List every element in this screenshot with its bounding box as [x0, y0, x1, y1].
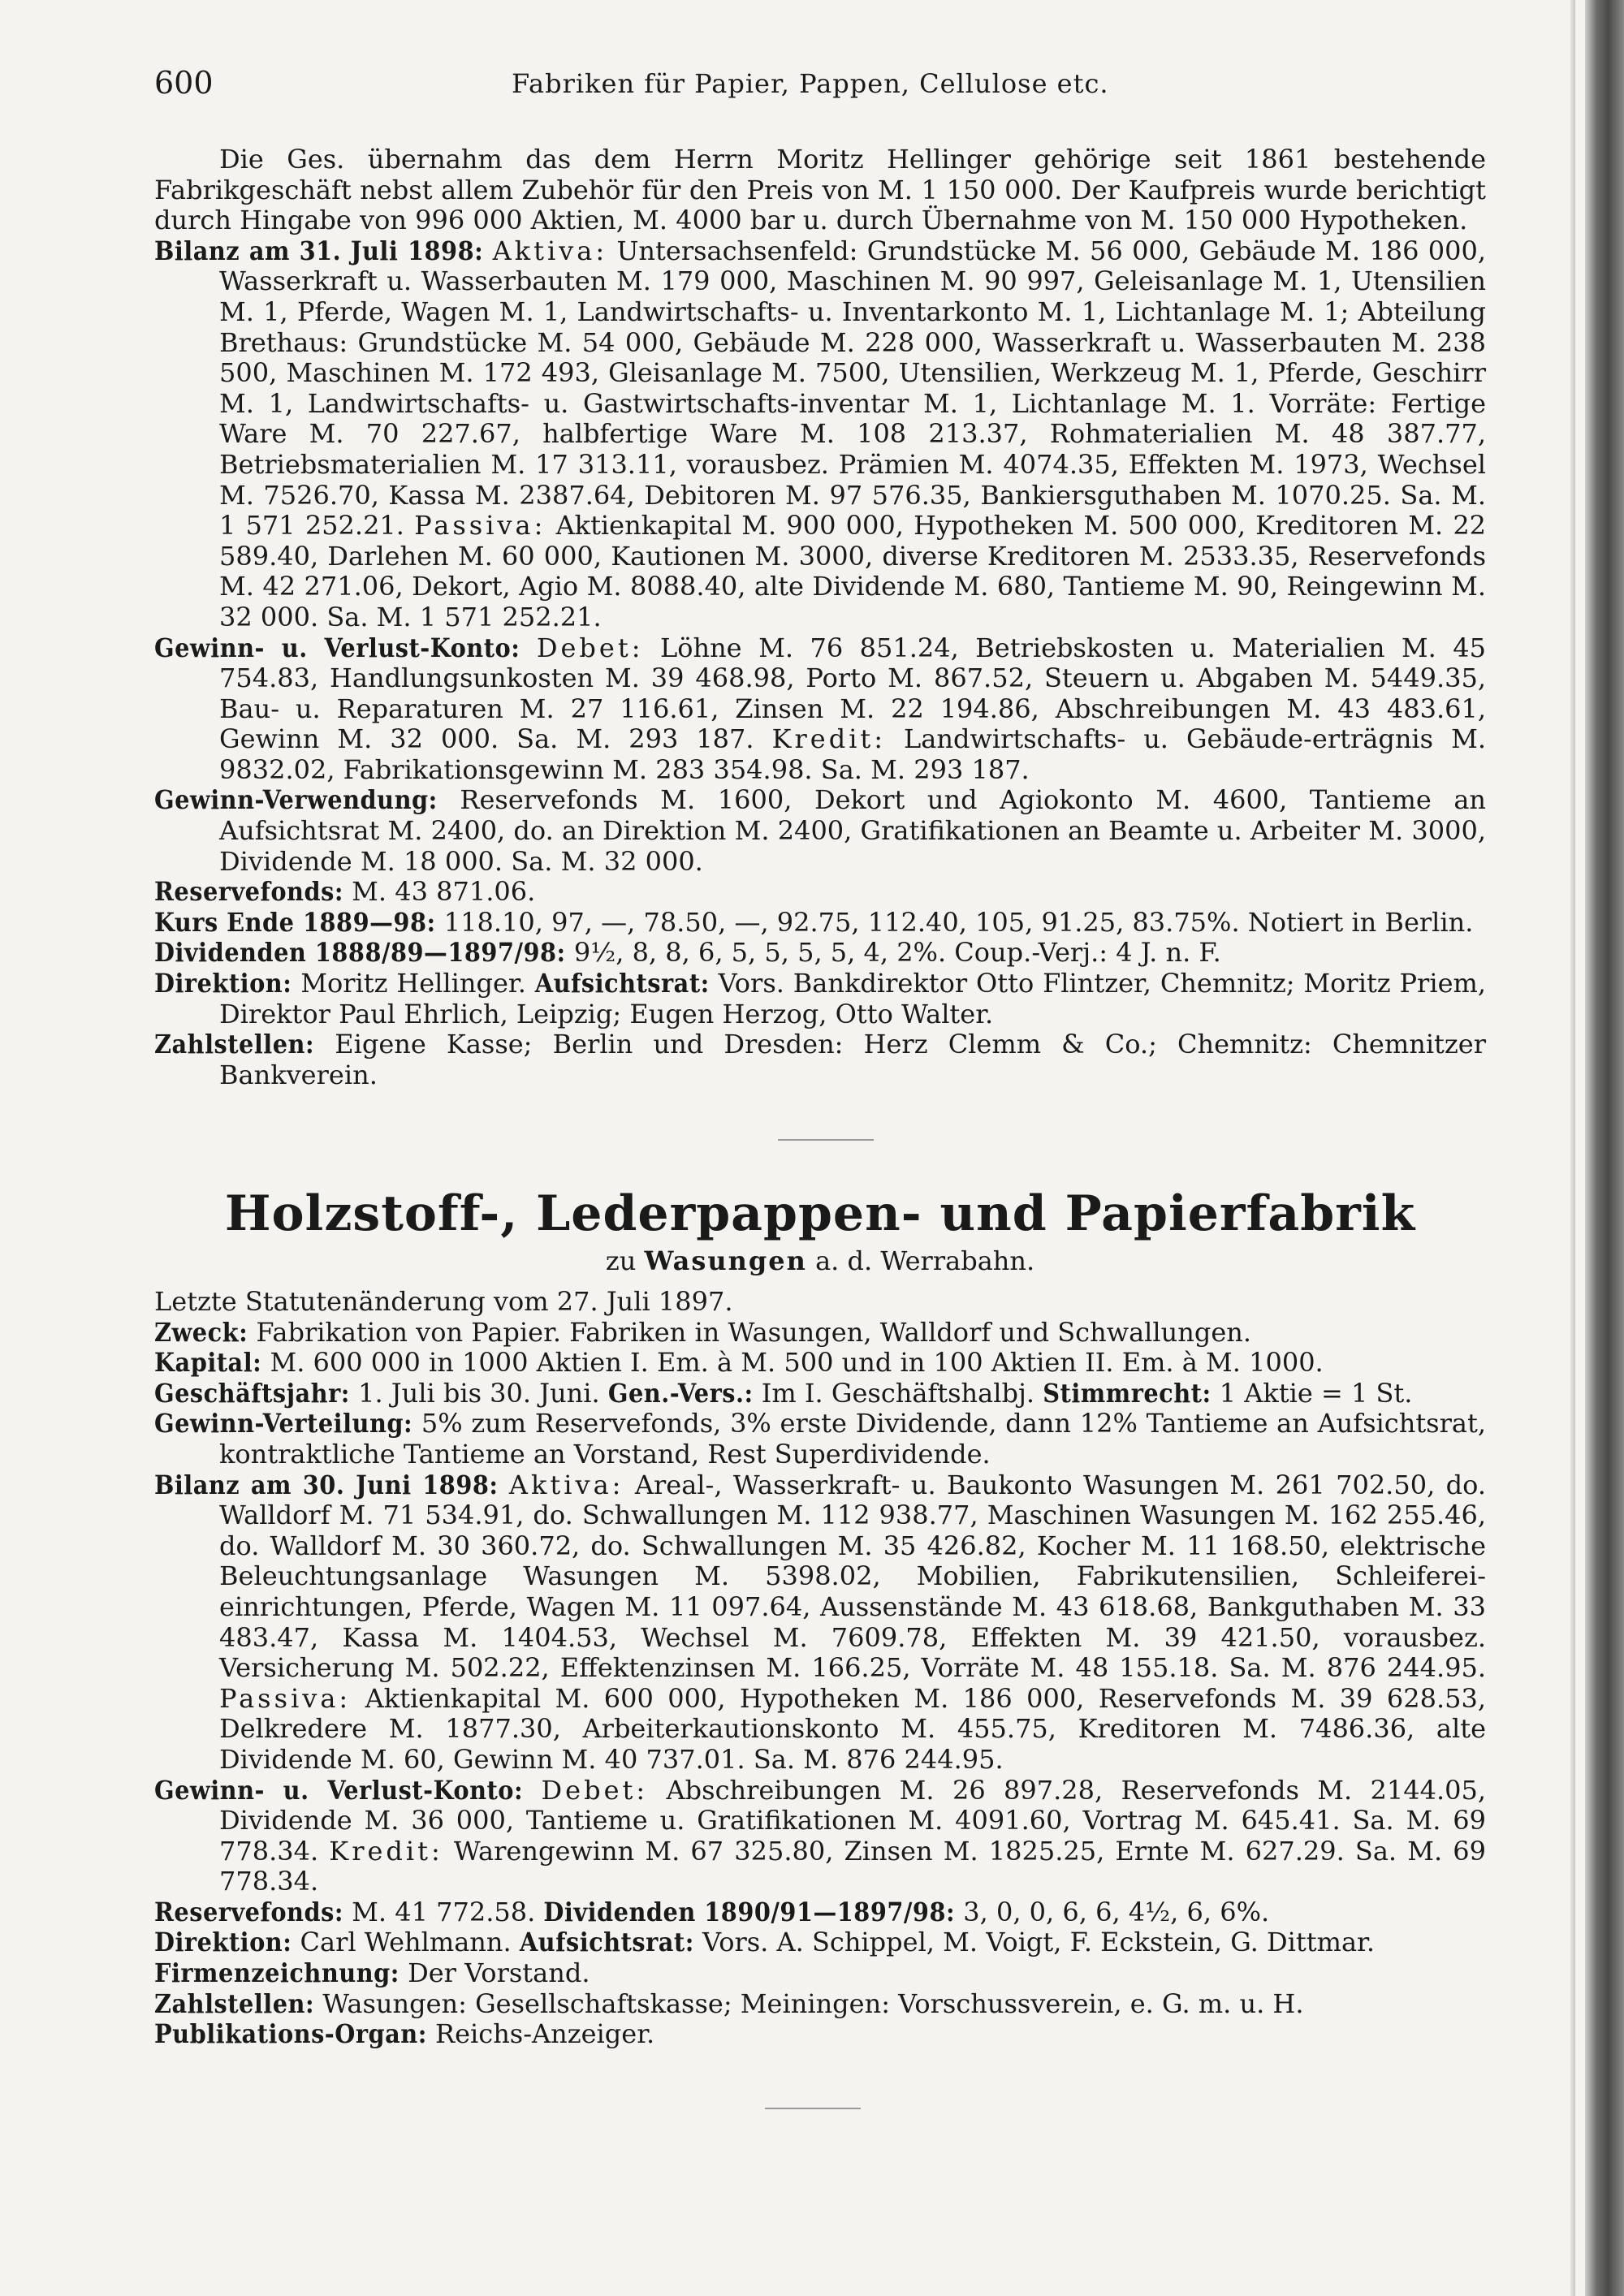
stimmrecht-text: 1 Aktie = 1 St.: [1219, 1377, 1413, 1409]
location-suffix: a. d. Werrabahn.: [815, 1245, 1035, 1276]
reserve-text: M. 43 871.06.: [352, 876, 536, 908]
reserve-dividenden-section: [154, 1897, 1486, 1928]
aufsichtsrat-text: Vors. Bankdirektor Otto Flintzer, Chemnitz; Moritz Priem, Direktor Paul Ehrlich, Leipzig; Eugen Herzog, Otto Walter.: [219, 968, 1487, 1029]
location-place: Wasungen: [644, 1245, 807, 1276]
passiva-label: Passiva:: [414, 510, 546, 542]
section-divider: [778, 1139, 874, 1141]
kapital-text: M. 600 000 in 1000 Aktien I. Em. à M. 500 und in 100 Aktien II. Em. à M. 1000.: [270, 1347, 1324, 1379]
zahlstellen-section: [154, 1989, 1486, 2020]
zahlstellen-label: Zahlstellen:: [154, 1987, 315, 2019]
zahlstellen-text: Eigene Kasse; Berlin und Dresden: Herz Clemm & Co.; Chemnitz: Chemnitzer Bankverein.: [219, 1029, 1487, 1090]
aktiva-text: Areal-, Wasserkraft- u. Baukonto Wasungen M. 261 702.50, do. Walldorf M. 71 534.91, do. Schwallungen M. 112 938.77, Maschinen Wasungen M. 162 255.46, do. Walldorf M. 30 360.72, do. Schwallungen M. 35 426.82, Kocher M. 11 168.50, elektrische Beleuchtungsanlage Wasungen M. 5398.02, Mobilien, Fabrikutensilien, Schleiferei-einrichtungen, Pferde, Wagen M. 11 097.64, Aussenstände M. 43 618.68, Bankguthaben M. 33 483.47, Kassa M. 1404.53, Wechsel M. 7609.78, Effekten M. 39 421.50, vorausbez. Versicherung M. 502.22, Effektenzinsen M. 166.25, Vorräte M. 48 155.18. Sa. M. 876 244.95.: [219, 1469, 1487, 1684]
running-head: [154, 65, 1486, 114]
page-edge-shadow: [1585, 0, 1624, 2296]
company-location: [154, 1245, 1486, 1276]
company-title: Holzstoff-, Lederpappen- und Papierfabrik: [224, 1185, 1416, 1242]
direktion-text: Carl Wehlmann.: [300, 1927, 512, 1958]
debet-text: Abschreibungen M. 26 897.28, Reservefonds M. 2144.05, Dividende M. 36 000, Tantieme u. Gratifikationen M. 4091.60, Vortrag M. 645.41. Sa. M. 69 778.34.: [219, 1774, 1487, 1867]
aufsichtsrat-label: Aufsichtsrat:: [519, 1927, 694, 1958]
guv-label: Gewinn- u. Verlust-Konto:: [154, 1774, 524, 1806]
aufsichtsrat-label: Aufsichtsrat:: [534, 968, 710, 999]
bilanz-label: Bilanz am 30. Juni 1898:: [154, 1469, 499, 1500]
firmenzeichnung-label: Firmenzeichnung:: [154, 1957, 400, 1989]
location-prefix: zu: [605, 1245, 637, 1276]
debet-text: Löhne M. 76 851.24, Betriebskosten u. Materialien M. 45 754.83, Handlungsunkosten M. 39 468.98, Porto M. 867.52, Steuern u. Abgaben M. 5449.35, Bau- u. Reparaturen M. 27 116.61, Zinsen M. 22 194.86, Abschreibungen M. 43 483.61, Gewinn M. 32 000. Sa. M. 293 187.: [219, 632, 1487, 755]
aktiva-label: Aktiva:: [508, 1469, 624, 1500]
bilanz-section: [154, 1470, 1486, 1776]
dividenden-label: Dividenden 1888/89—1897/98:: [154, 937, 566, 969]
zweck-section: [154, 1318, 1486, 1349]
direktion-text: Moritz Hellinger.: [300, 968, 526, 999]
aufsichtsrat-text: Vors. A. Schippel, M. Voigt, F. Eckstein, G. Dittmar.: [702, 1927, 1375, 1958]
kredit-text: Warengewinn M. 67 325.80, Zinsen M. 1825.25, Ernte M. 627.29. Sa. M. 69 778.34.: [219, 1835, 1487, 1897]
geschaeftsjahr-section: [154, 1379, 1486, 1409]
statut-line: Letzte Statutenänderung vom 27. Juli 1897.: [154, 1286, 733, 1317]
kurs-label: Kurs Ende 1889—98:: [154, 906, 436, 938]
kurs-text: 118.10, 97, —, 78.50, —, 92.75, 112.40, 105, 91.25, 83.75%. Notiert in Berlin.: [443, 906, 1474, 938]
verwendung-label: Gewinn-Verwendung:: [154, 784, 438, 816]
guv-section: [154, 633, 1486, 786]
gewinnverteilung-text: 5% zum Reservefonds, 3% erste Dividende, dann 12% Tantieme an Aufsichtsrat, kontraktliche Tantieme an Vorstand, Rest Superdividende.: [219, 1408, 1487, 1470]
dividenden-text: 9½, 8, 8, 6, 5, 5, 5, 5, 4, 2%. Coup.-Verj.: 4 J. n. F.: [573, 937, 1221, 969]
page-fold-shadow: [1570, 0, 1575, 2296]
verwendung-text: Reservefonds M. 1600, Dekort und Agiokonto M. 4600, Tantieme an Aufsichtsrat M. 2400, do. an Direktion M. 2400, Gratifikationen an Beamte u. Arbeiter M. 3000, Dividende M. 18 000. Sa. M. 32 000.: [219, 784, 1487, 877]
reserve-text: M. 41 772.58.: [352, 1896, 536, 1927]
dividenden-label: Dividenden 1890/91—1897/98:: [543, 1896, 956, 1927]
firmenzeichnung-text: Der Vorstand.: [408, 1957, 590, 1989]
zweck-text: Fabrikation von Papier. Fabriken in Wasungen, Walldorf und Schwallungen.: [256, 1316, 1252, 1348]
direktion-label: Direktion:: [154, 968, 292, 999]
guv-label: Gewinn- u. Verlust-Konto:: [154, 632, 520, 663]
bilanz-label: Bilanz am 31. Juli 1898:: [154, 235, 484, 266]
guv-section: [154, 1776, 1486, 1897]
zweck-label: Zweck:: [154, 1316, 248, 1348]
reserve-section: [154, 877, 1486, 908]
genvers-label: Gen.-Vers.:: [607, 1377, 754, 1409]
geschaeftsjahr-text: 1. Juli bis 30. Juni.: [358, 1377, 600, 1409]
direktion-section: [154, 969, 1486, 1029]
dividenden-section: [154, 938, 1486, 969]
passiva-label: Passiva:: [219, 1682, 352, 1714]
kapital-section: [154, 1348, 1486, 1379]
entry-hellinger: [154, 145, 1486, 1090]
firmenzeichnung-section: [154, 1958, 1486, 1989]
debet-label: Debet:: [536, 632, 644, 663]
dividenden-text: 3, 0, 0, 6, 6, 4½, 6, 6%.: [963, 1896, 1270, 1927]
end-divider: [765, 2108, 861, 2109]
publikation-section: [154, 2019, 1486, 2050]
stimmrecht-label: Stimmrecht:: [1043, 1377, 1212, 1409]
direktion-label: Direktion:: [154, 1927, 292, 1958]
intro-paragraph: Die Ges. übernahm das dem Herrn Moritz Hellinger gehörige seit 1861 bestehende Fabrikgeschäft nebst allem Zubehör für den Preis von M. 1 150 000. Der Kaufpreis wurde berichtigt durch Hingabe von 996 000 Aktien, M. 4000 bar u. durch Übernahme von M. 150 000 Hypotheken.: [154, 144, 1486, 236]
passiva-text: Aktienkapital M. 900 000, Hypotheken M. 500 000, Kreditoren M. 22 589.40, Darlehen M. 60 000, Kautionen M. 3000, diverse Kreditoren M. 2533.35, Reservefonds M. 42 271.06, Dekort, Agio M. 8088.40, alte Dividende M. 680, Tantieme M. 90, Reingewinn M. 32 000. Sa. M. 1 571 252.21.: [219, 510, 1487, 632]
passiva-text: Aktienkapital M. 600 000, Hypotheken M. 186 000, Reservefonds M. 39 628.53, Delkredere M. 1877.30, Arbeiterkautionskonto M. 455.75, Kreditoren M. 7486.36, alte Dividende M. 60, Gewinn M. 40 737.01. Sa. M. 876 244.95.: [219, 1682, 1487, 1775]
zahlstellen-section: [154, 1029, 1486, 1090]
reserve-label: Reservefonds:: [154, 1896, 343, 1927]
entry-wasungen: [154, 1287, 1486, 2050]
page-number: 600: [154, 65, 214, 101]
genvers-text: Im I. Geschäftshalbj.: [761, 1377, 1035, 1409]
kredit-text: Landwirtschafts- u. Gebäude-erträgnis M. 9832.02, Fabrikationsgewinn M. 283 354.98. Sa. M. 293 187.: [219, 723, 1487, 785]
kurs-section: [154, 908, 1486, 939]
reserve-label: Reservefonds:: [154, 876, 343, 908]
kredit-label: Kredit:: [329, 1835, 443, 1867]
geschaeftsjahr-label: Geschäftsjahr:: [154, 1377, 350, 1409]
kredit-label: Kredit:: [771, 723, 887, 755]
zahlstellen-label: Zahlstellen:: [154, 1029, 315, 1060]
verwendung-section: [154, 785, 1486, 877]
aktiva-text: Untersachsenfeld: Grundstücke M. 56 000, Gebäude M. 186 000, Wasserkraft u. Wasserbauten M. 179 000, Maschinen M. 90 997, Geleisanlage M. 1, Utensilien M. 1, Pferde, Wagen M. 1, Landwirtschafts- u. Inventarkonto M. 1, Lichtanlage M. 1; Abteilung Brethaus: Grundstücke M. 54 000, Gebäude M. 228 000, Wasserkraft u. Wasserbauten M. 238 500, Maschinen M. 172 493, Gleisanlage M. 7500, Utensilien, Werkzeug M. 1, Pferde, Geschirr M. 1, Landwirtschafts- u. Gastwirtschafts-inventar M. 1, Lichtanlage M. 1. Vorräte: Fertige Ware M. 70 227.67, halbfertige Ware M. 108 213.37, Rohmaterialien M. 48 387.77, Betriebsmaterialien M. 17 313.11, vorausbez. Prämien M. 4074.35, Effekten M. 1973, Wechsel M. 7526.70, Kassa M. 2387.64, Debitoren M. 97 576.35, Bankiersguthaben M. 1070.25. Sa. M. 1 571 252.21.: [219, 235, 1487, 542]
publikation-text: Reichs-Anzeiger.: [435, 2018, 655, 2050]
publikation-label: Publikations-Organ:: [154, 2018, 427, 2050]
gewinnverteilung-section: [154, 1409, 1486, 1470]
debet-label: Debet:: [541, 1774, 649, 1806]
aktiva-label: Aktiva:: [492, 235, 608, 266]
gewinnverteilung-label: Gewinn-Verteilung:: [154, 1408, 413, 1439]
zahlstellen-text: Wasungen: Gesellschaftskasse; Meiningen: Vorschussverein, e. G. m. u. H.: [322, 1987, 1304, 2019]
bilanz-section: [154, 236, 1486, 633]
kapital-label: Kapital:: [154, 1347, 262, 1379]
direktion-section: [154, 1927, 1486, 1958]
running-title: Fabriken für Papier, Pappen, Cellulose etc.: [512, 68, 1109, 99]
